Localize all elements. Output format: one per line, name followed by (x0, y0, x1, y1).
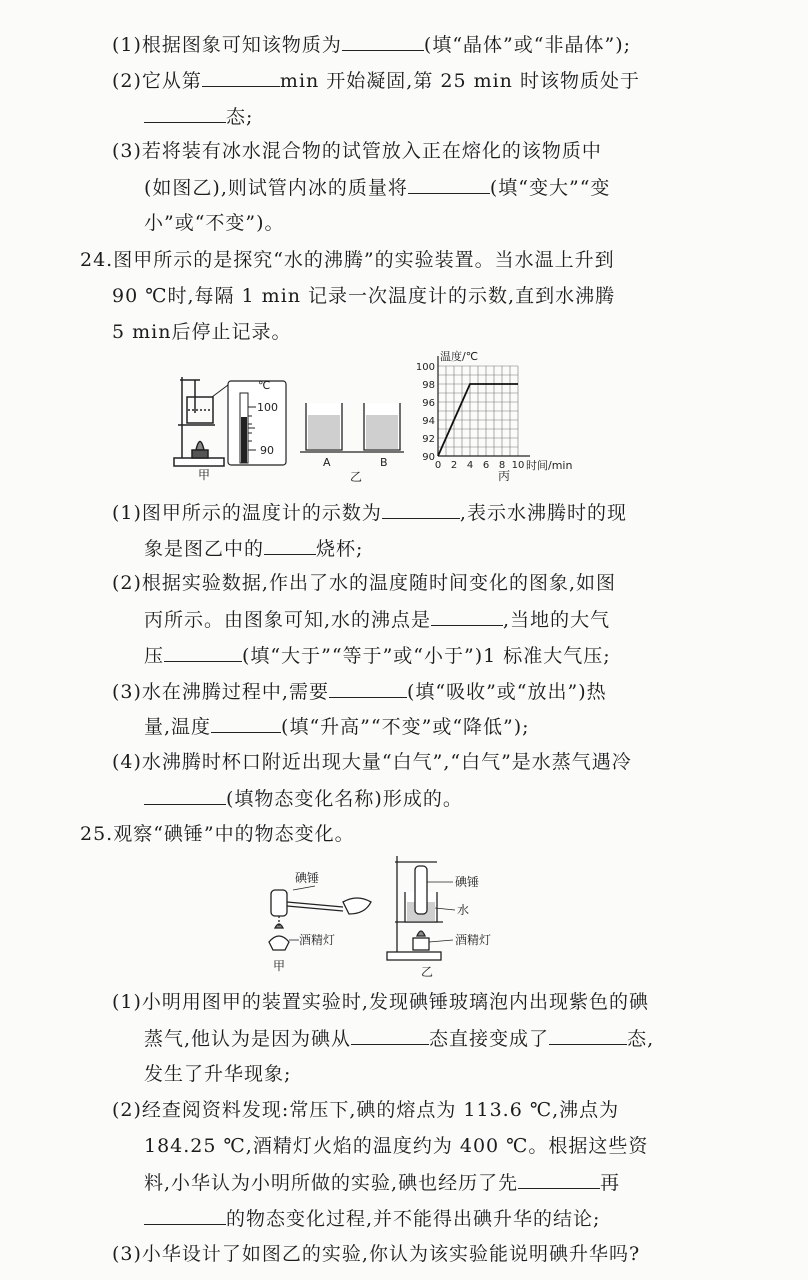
answer-blank[interactable] (518, 1170, 600, 1189)
q24-stem-l2: 90 ℃时,每隔 1 min 记录一次温度计的示数,直到水沸腾 (112, 285, 616, 307)
q25-figure-iodine (265, 852, 515, 980)
q24-part3-text3: 量,温度 (144, 716, 212, 738)
y-tick-label: 94 (422, 416, 435, 427)
q25-part1-l1: (1)小明用图甲的装置实验时,发现碘锤玻璃泡内出现紫色的碘 (112, 991, 649, 1013)
label-dianchui-yi: 碘锤 (455, 875, 480, 889)
q25-stem: 25.观察“碘锤”中的物态变化。 (80, 823, 355, 845)
answer-blank[interactable] (144, 786, 226, 805)
q25-part2-l2: 184.25 ℃,酒精灯火焰的温度约为 400 ℃。根据这些资 (144, 1135, 649, 1157)
y-tick-label: 100 (415, 362, 435, 373)
q24-part1-l1 (112, 500, 627, 525)
q24-part4-l2 (144, 786, 463, 811)
q25-part1-text3: 态, (627, 1028, 655, 1050)
q24-figure-apparatus (170, 355, 405, 485)
q23-part2-mid: min 开始凝固,第 25 min 时该物质处于 (279, 70, 640, 92)
answer-blank[interactable] (431, 607, 503, 626)
q23-part2 (112, 68, 640, 93)
q25-part2-l3 (144, 1170, 620, 1195)
chart-grid (438, 366, 518, 456)
q24-part2-l1: (2)根据实验数据,作出了水的温度随时间变化的图象,如图 (112, 572, 616, 594)
q24-part1-text2: ,表示水沸腾时的现 (459, 502, 627, 524)
q24-part2-text4: (填“大于”“等于”或“小于”)1 标准大气压; (242, 645, 611, 667)
q24-part2-text3: 压 (144, 645, 165, 667)
beaker-label-a: A (323, 456, 331, 469)
figure-label-yi: 乙 (350, 470, 363, 484)
q23-part2-end: 态; (226, 106, 254, 128)
answer-blank[interactable] (382, 500, 460, 519)
temperature-time-chart (410, 348, 600, 483)
q24-part4-l1: (4)水沸腾时杯口附近出现大量“白气”,“白气”是水蒸气遇冷 (112, 751, 632, 773)
answer-blank[interactable] (202, 68, 280, 87)
y-tick-label: 98 (422, 380, 435, 391)
q23-part1-text: (1)根据图象可知该物质为 (112, 34, 342, 56)
beakers-illustration (300, 403, 404, 452)
q25-part1-l3: 发生了升华现象; (144, 1063, 292, 1085)
answer-blank[interactable] (144, 104, 226, 123)
thermometer-unit: ℃ (258, 379, 271, 392)
label-jiujingdeng-yi: 酒精灯 (455, 933, 492, 947)
answer-blank[interactable] (211, 714, 281, 733)
answer-blank[interactable] (144, 1206, 226, 1225)
q24-part2-text: 丙所示。由图象可知,水的沸点是 (144, 609, 432, 631)
figure-label-bing: 丙 (498, 469, 511, 483)
y-tick-label: 90 (422, 452, 435, 463)
q25-part1-l2 (144, 1026, 654, 1051)
q24-part3-l2 (144, 714, 530, 739)
q24-part1-l2 (144, 536, 363, 561)
thermometer-zoom (212, 379, 286, 465)
beaker-label-b: B (380, 456, 388, 469)
q24-part2-l3 (144, 643, 611, 668)
label-jiujingdeng-jia: 酒精灯 (299, 933, 336, 947)
q23-part3-hint: (填“变大”“变 (489, 177, 611, 199)
answer-blank[interactable] (549, 1026, 627, 1045)
x-tick-label: 6 (482, 460, 490, 471)
figure-label-jia: 甲 (273, 959, 286, 973)
q24-part3-text2: (填“吸收”或“放出”)热 (406, 681, 607, 703)
figure-label-yi: 乙 (421, 965, 434, 979)
q25-part1-text: 蒸气,他认为是因为碘从 (144, 1028, 352, 1050)
x-tick-label: 10 (511, 460, 525, 471)
x-tick-label: 0 (434, 460, 442, 471)
answer-blank[interactable] (408, 175, 490, 194)
q24-part2-l2 (144, 607, 610, 632)
thermometer-label-100: 100 (257, 401, 278, 414)
label-shui: 水 (457, 903, 470, 917)
q24-stem-l1: 24.图甲所示的是探究“水的沸腾”的实验装置。当水温上升到 (80, 249, 615, 271)
q25-part2-text3: 的物态变化过程,并不能得出碘升华的结论; (226, 1208, 601, 1230)
q24-part3-l1 (112, 679, 607, 704)
q25-part2-l1: (2)经查阅资料发现:常压下,碘的熔点为 113.6 ℃,沸点为 (112, 1099, 620, 1121)
q24-part3-text4: (填“升高”“不变”或“降低”); (281, 716, 530, 738)
y-tick-label: 96 (422, 398, 435, 409)
x-tick-label: 4 (466, 460, 474, 471)
q25-part3-l1: (3)小华设计了如图乙的实验,你认为该实验能说明碘升华吗? (112, 1243, 641, 1265)
q24-part2-text2: ,当地的大气 (503, 609, 611, 631)
q23-part1-hint: (填“晶体”或“非晶体”); (423, 34, 632, 56)
boiling-apparatus-illustration (174, 377, 224, 466)
q24-part3-text: (3)水在沸腾过程中,需要 (112, 681, 329, 703)
q24-part1-text3: 象是图乙中的 (144, 538, 265, 560)
q25-part2-text2: 再 (600, 1172, 621, 1194)
q25-part2-text: 料,小华认为小明所做的实验,碘也经历了先 (144, 1172, 519, 1194)
q23-part2-cont (144, 104, 253, 129)
answer-blank[interactable] (264, 536, 316, 555)
q23-part3-l3: 小”或“不变”)。 (144, 212, 285, 234)
q25-part1-text2: 态直接变成了 (429, 1028, 550, 1050)
q23-part3-l2 (144, 175, 610, 200)
answer-blank[interactable] (164, 643, 242, 662)
q24-part4-text: (填物态变化名称)形成的。 (226, 788, 463, 810)
figure-label-jia: 甲 (198, 468, 211, 482)
q23-part2-text: (2)它从第 (112, 70, 202, 92)
q24-stem-l3: 5 min后停止记录。 (112, 321, 292, 343)
y-axis-label: 温度/℃ (440, 350, 479, 363)
y-tick-label: 92 (422, 434, 435, 445)
thermometer-label-90: 90 (260, 444, 274, 457)
x-axis-label: 时间/min (526, 459, 573, 472)
q24-part1-text4: 烧杯; (316, 538, 364, 560)
q23-part3-l1: (3)若将装有冰水混合物的试管放入正在熔化的该物质中 (112, 140, 602, 162)
q23-part1 (112, 32, 631, 57)
answer-blank[interactable] (329, 679, 407, 698)
q25-part2-l4 (144, 1206, 600, 1231)
x-tick-label: 8 (498, 460, 506, 471)
iodine-hammer-in-water-illustration (387, 856, 443, 960)
q23-part3-text: (如图乙),则试管内冰的质量将 (144, 177, 408, 199)
x-tick-label: 2 (450, 460, 458, 471)
answer-blank[interactable] (351, 1026, 429, 1045)
answer-blank[interactable] (342, 32, 424, 51)
label-dianchui-jia: 碘锤 (295, 871, 320, 885)
q24-part1-text: (1)图甲所示的温度计的示数为 (112, 502, 382, 524)
